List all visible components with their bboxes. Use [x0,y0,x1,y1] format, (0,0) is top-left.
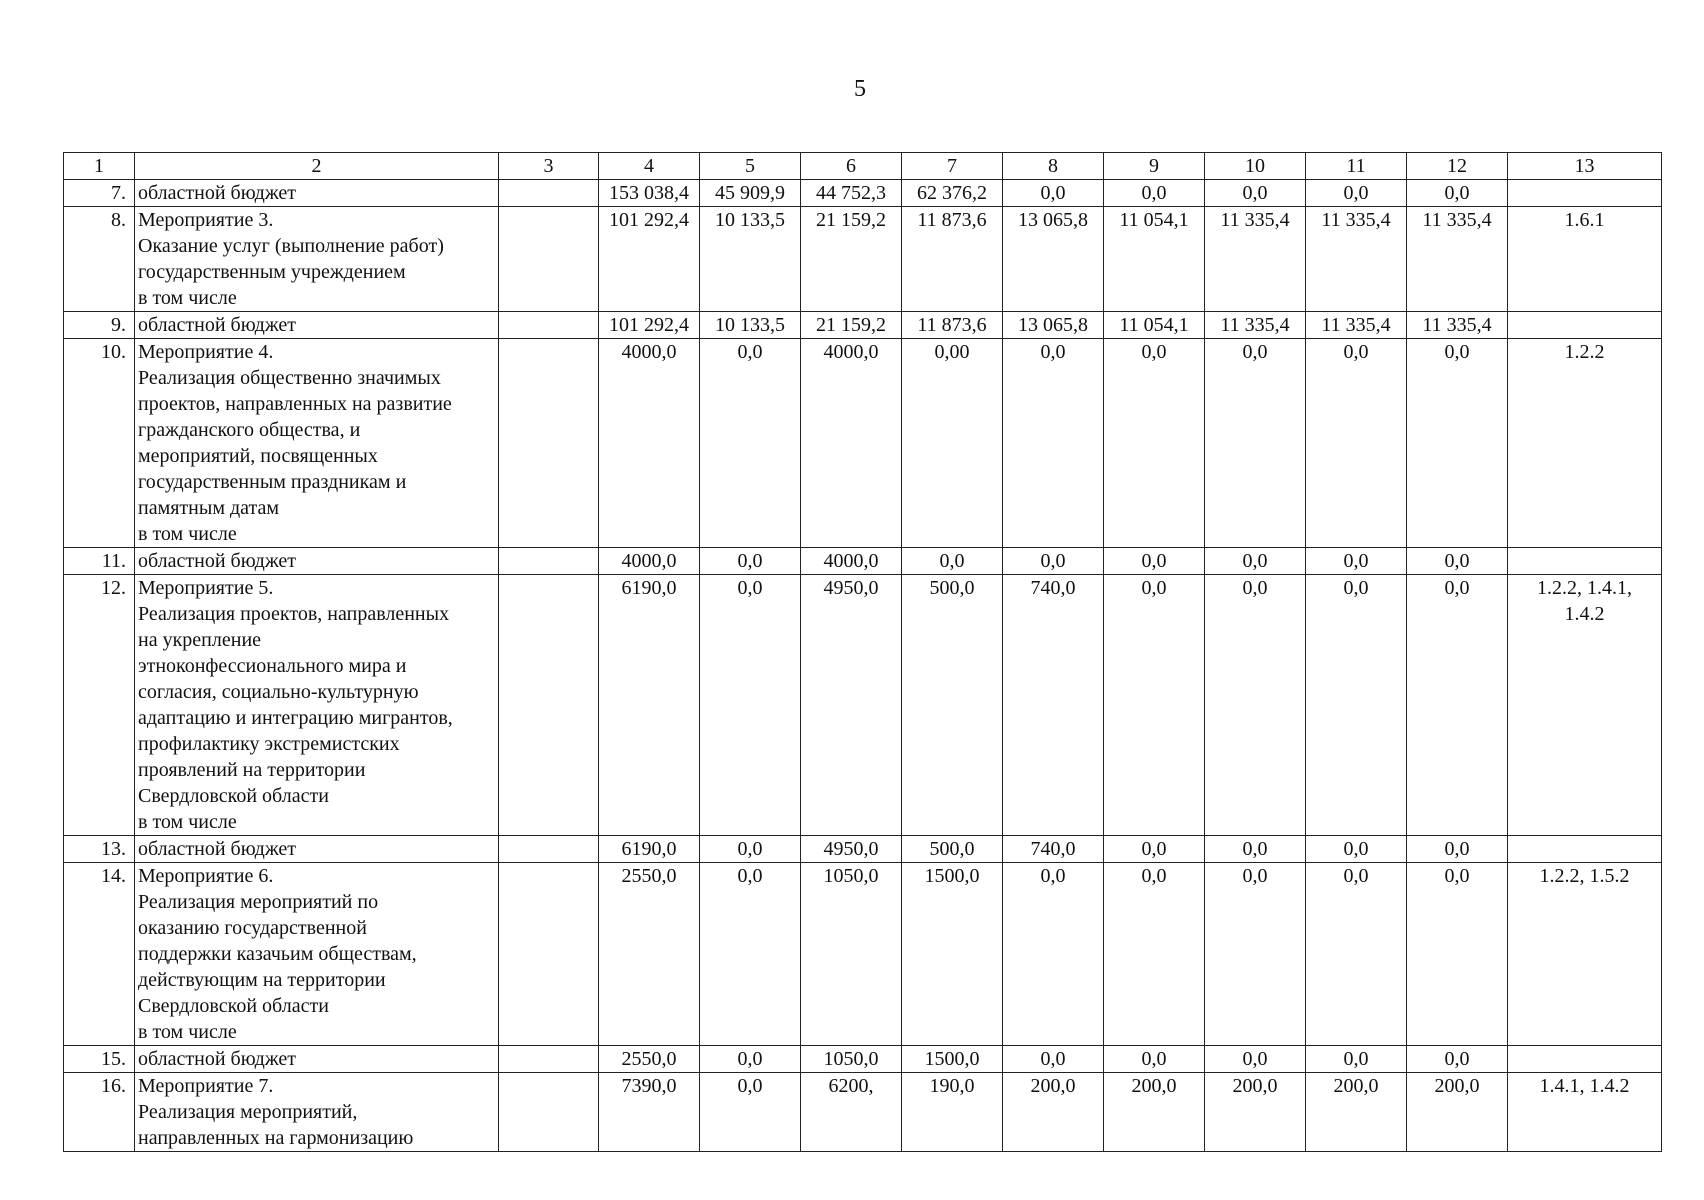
value-cell: 500,0 [902,575,1003,836]
column-3-cell [499,1073,599,1152]
target-reference [1508,836,1662,863]
value-cell: 0,0 [902,548,1003,575]
value-cell: 7390,0 [599,1073,700,1152]
row-description [135,1046,499,1073]
row-number: 14. [64,863,135,1046]
value-cell: 11 335,4 [1306,207,1407,312]
value-cell: 0,0 [1407,575,1508,836]
value-cell: 500,0 [902,836,1003,863]
row-description [135,180,499,207]
description-line: Мероприятие 5. [138,577,274,599]
column-header: 4 [599,153,700,180]
target-reference [1508,1046,1662,1073]
value-cell: 0,0 [1306,575,1407,836]
value-cell: 153 038,4 [599,180,700,207]
description-line: в том числе [138,1021,237,1043]
value-cell: 45 909,9 [700,180,801,207]
table-row [64,863,1662,1046]
value-cell: 0,0 [1407,863,1508,1046]
value-cell: 0,0 [1003,180,1104,207]
value-cell: 0,00 [902,339,1003,548]
value-cell: 11 873,6 [902,207,1003,312]
value-cell: 11 054,1 [1104,312,1205,339]
reference-line: 1.4.1, 1.4.2 [1539,1075,1630,1097]
column-header: 9 [1104,153,1205,180]
value-cell: 4950,0 [801,575,902,836]
column-header: 2 [135,153,499,180]
reference-line: 1.2.2, 1.5.2 [1539,865,1630,887]
value-cell: 200,0 [1306,1073,1407,1152]
reference-line: 1.2.2, 1.4.1, [1537,577,1632,599]
value-cell: 13 065,8 [1003,312,1104,339]
value-cell: 0,0 [1306,836,1407,863]
value-cell: 11 335,4 [1205,207,1306,312]
table-row [64,1046,1662,1073]
value-cell: 740,0 [1003,575,1104,836]
row-description [135,339,499,548]
description-line: на укрепление [138,629,262,651]
value-cell: 4950,0 [801,836,902,863]
value-cell: 0,0 [1104,548,1205,575]
table-row [64,1073,1662,1152]
column-header: 11 [1306,153,1407,180]
value-cell: 0,0 [1205,548,1306,575]
value-cell: 0,0 [700,836,801,863]
value-cell: 0,0 [1003,339,1104,548]
value-cell: 11 335,4 [1407,312,1508,339]
column-header: 1 [64,153,135,180]
table-row [64,180,1662,207]
table-row [64,207,1662,312]
column-3-cell [499,836,599,863]
column-3-cell [499,180,599,207]
description-line: областной бюджет [138,314,297,336]
target-reference [1508,339,1662,548]
value-cell: 4000,0 [801,548,902,575]
description-line: гражданского общества, и [138,419,361,441]
value-cell: 1500,0 [902,1046,1003,1073]
description-line: этноконфессионального мира и [138,655,407,677]
description-line: Оказание услуг (выполнение работ) [138,235,444,257]
description-line: областной бюджет [138,550,297,572]
value-cell: 4000,0 [599,548,700,575]
budget-table [63,152,1662,1152]
value-cell: 11 873,6 [902,312,1003,339]
description-line: поддержки казачьим обществам, [138,943,417,965]
value-cell: 4000,0 [599,339,700,548]
table-header-row [64,153,1662,180]
description-line: проявлений на территории [138,759,366,781]
target-reference [1508,207,1662,312]
value-cell: 0,0 [1104,180,1205,207]
column-header: 6 [801,153,902,180]
value-cell: 200,0 [1104,1073,1205,1152]
column-3-cell [499,339,599,548]
description-line: в том числе [138,287,237,309]
table-row [64,836,1662,863]
value-cell: 6190,0 [599,836,700,863]
description-line: областной бюджет [138,838,297,860]
value-cell: 0,0 [1306,548,1407,575]
value-cell: 0,0 [1205,180,1306,207]
description-line: направленных на гармонизацию [138,1127,414,1149]
description-line: Мероприятие 3. [138,209,274,231]
value-cell: 0,0 [1104,1046,1205,1073]
description-line: Реализация мероприятий по [138,891,379,913]
row-number: 15. [64,1046,135,1073]
column-3-cell [499,548,599,575]
value-cell: 0,0 [1003,863,1104,1046]
value-cell: 0,0 [1407,548,1508,575]
value-cell: 0,0 [1407,1046,1508,1073]
value-cell: 0,0 [1205,1046,1306,1073]
reference-line: 1.4.2 [1564,603,1605,625]
row-number: 9. [64,312,135,339]
column-3-cell [499,575,599,836]
value-cell: 21 159,2 [801,207,902,312]
value-cell: 0,0 [1003,1046,1104,1073]
description-line: памятным датам [138,497,280,519]
page-number: 5 [854,76,866,102]
value-cell: 101 292,4 [599,207,700,312]
description-line: Реализация общественно значимых [138,367,441,389]
description-line: Свердловской области [138,995,329,1017]
description-line: согласия, социально-культурную [138,681,419,703]
column-header: 3 [499,153,599,180]
value-cell: 200,0 [1003,1073,1104,1152]
target-reference [1508,863,1662,1046]
description-line: областной бюджет [138,1048,297,1070]
value-cell: 62 376,2 [902,180,1003,207]
description-line: мероприятий, посвященных [138,445,378,467]
column-3-cell [499,1046,599,1073]
value-cell: 2550,0 [599,863,700,1046]
row-description [135,836,499,863]
value-cell: 0,0 [1003,548,1104,575]
target-reference [1508,1073,1662,1152]
value-cell: 0,0 [1205,836,1306,863]
column-header: 5 [700,153,801,180]
row-description [135,863,499,1046]
value-cell: 11 335,4 [1205,312,1306,339]
description-line: Мероприятие 7. [138,1075,274,1097]
value-cell: 740,0 [1003,836,1104,863]
description-line: адаптацию и интеграцию мигрантов, [138,707,453,729]
description-line: профилактику экстремистских [138,733,400,755]
value-cell: 190,0 [902,1073,1003,1152]
value-cell: 21 159,2 [801,312,902,339]
value-cell: 200,0 [1205,1073,1306,1152]
row-description [135,1073,499,1152]
value-cell: 0,0 [1104,863,1205,1046]
value-cell: 0,0 [1407,180,1508,207]
value-cell: 6200, [801,1073,902,1152]
value-cell: 10 133,5 [700,312,801,339]
row-description [135,575,499,836]
reference-line: 1.6.1 [1564,209,1605,231]
table-row [64,548,1662,575]
value-cell: 0,0 [1104,836,1205,863]
value-cell: 0,0 [700,548,801,575]
target-reference [1508,312,1662,339]
description-line: государственным учреждением [138,261,406,283]
value-cell: 0,0 [700,339,801,548]
value-cell: 0,0 [1104,339,1205,548]
description-line: в том числе [138,523,237,545]
column-header: 10 [1205,153,1306,180]
target-reference [1508,575,1662,836]
column-3-cell [499,312,599,339]
column-3-cell [499,863,599,1046]
value-cell: 1050,0 [801,863,902,1046]
description-line: в том числе [138,811,237,833]
value-cell: 1500,0 [902,863,1003,1046]
value-cell: 11 335,4 [1407,207,1508,312]
value-cell: 0,0 [1407,339,1508,548]
description-line: Реализация проектов, направленных [138,603,450,625]
value-cell: 4000,0 [801,339,902,548]
description-line: оказанию государственной [138,917,367,939]
column-header: 8 [1003,153,1104,180]
table-row [64,339,1662,548]
column-header: 7 [902,153,1003,180]
value-cell: 10 133,5 [700,207,801,312]
column-3-cell [499,207,599,312]
value-cell: 13 065,8 [1003,207,1104,312]
row-number: 16. [64,1073,135,1152]
value-cell: 0,0 [1205,575,1306,836]
description-line: проектов, направленных на развитие [138,393,452,415]
row-number: 10. [64,339,135,548]
value-cell: 0,0 [1306,339,1407,548]
value-cell: 0,0 [1104,575,1205,836]
table-row [64,575,1662,836]
value-cell: 0,0 [700,1073,801,1152]
value-cell: 0,0 [1205,339,1306,548]
description-line: Мероприятие 6. [138,865,274,887]
target-reference [1508,548,1662,575]
row-number: 11. [64,548,135,575]
value-cell: 6190,0 [599,575,700,836]
row-description [135,312,499,339]
value-cell: 0,0 [700,863,801,1046]
table-row [64,312,1662,339]
value-cell: 44 752,3 [801,180,902,207]
row-number: 12. [64,575,135,836]
column-header: 13 [1508,153,1662,180]
value-cell: 0,0 [1306,863,1407,1046]
value-cell: 0,0 [700,1046,801,1073]
row-number: 13. [64,836,135,863]
value-cell: 0,0 [1205,863,1306,1046]
value-cell: 0,0 [700,575,801,836]
column-header: 12 [1407,153,1508,180]
description-line: государственным праздникам и [138,471,407,493]
value-cell: 0,0 [1306,1046,1407,1073]
row-description [135,548,499,575]
value-cell: 0,0 [1306,180,1407,207]
row-number: 7. [64,180,135,207]
value-cell: 1050,0 [801,1046,902,1073]
description-line: Мероприятие 4. [138,341,274,363]
row-number: 8. [64,207,135,312]
value-cell: 11 335,4 [1306,312,1407,339]
description-line: действующим на территории [138,969,386,991]
value-cell: 2550,0 [599,1046,700,1073]
value-cell: 0,0 [1407,836,1508,863]
description-line: областной бюджет [138,182,297,204]
reference-line: 1.2.2 [1564,341,1605,363]
value-cell: 200,0 [1407,1073,1508,1152]
row-description [135,207,499,312]
value-cell: 101 292,4 [599,312,700,339]
description-line: Реализация мероприятий, [138,1101,358,1123]
target-reference [1508,180,1662,207]
value-cell: 11 054,1 [1104,207,1205,312]
description-line: Свердловской области [138,785,329,807]
